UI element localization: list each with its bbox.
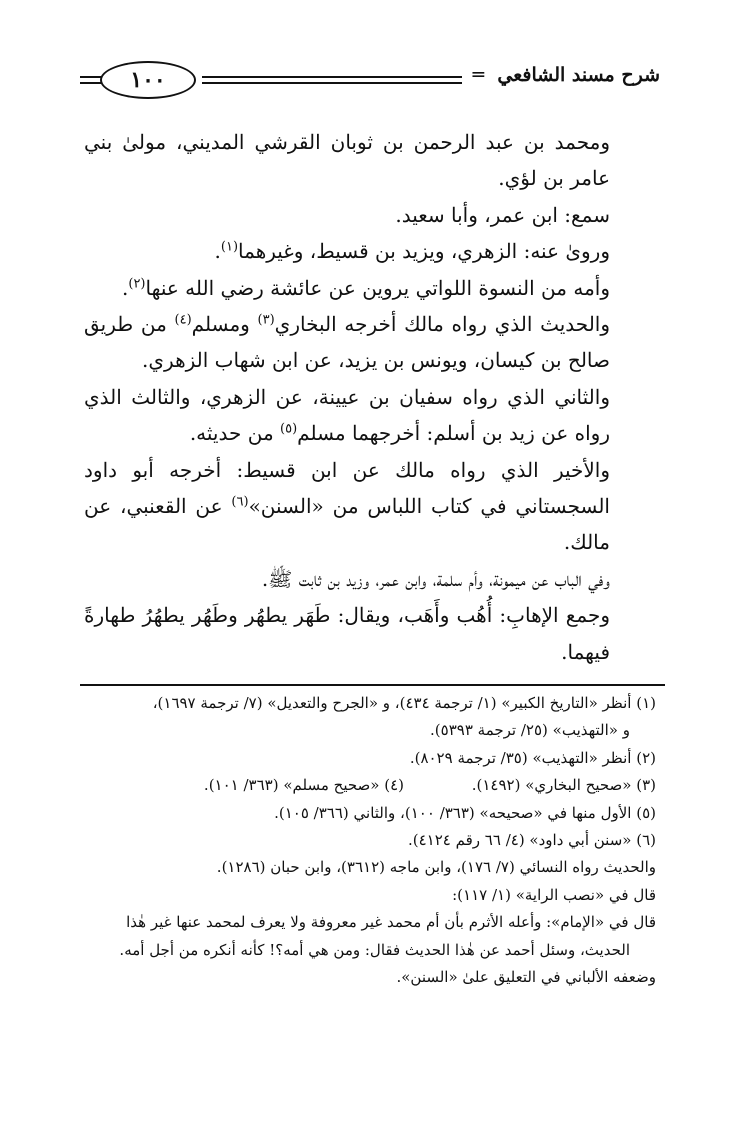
- footnote-separator: [80, 684, 665, 686]
- title-ornament: ═: [472, 64, 491, 86]
- paragraph-5-text-b: ومسلم: [191, 312, 250, 337]
- paragraph-4-text: وأمه من النسوة اللواتي يروين عن عائشة رضي الله عنها: [145, 275, 610, 300]
- footnote-2: (٢) أنظر «التهذيب» (٣٥/ ترجمة ٨٠٢٩).: [409, 748, 656, 767]
- note-ref-1: (١): [220, 239, 239, 255]
- paragraph-1: ومحمد بن عبد الرحمن بن ثوبان القرشي المديني، مولىٰ بني عامر بن لؤي.: [84, 130, 610, 191]
- paragraph-3: ورویٰ عنه: الزهري، ويزيد بن قسيط، وغيرهما$^{(١)}$.: [214, 239, 610, 264]
- paragraph-7-text-b: عن القعنبي، عن مالك.: [84, 494, 610, 555]
- paragraph-3-text: ورویٰ عنه: الزهري، ويزيد بن قسيط، وغيرهما: [238, 239, 610, 264]
- paragraph-6: [84, 379, 644, 452]
- paragraph-8: وفي الباب عن ميمونة، وأم سلمة، وابن عمر، وزيد بن ثابت ﷺ.: [261, 566, 610, 591]
- footnote-3: (٣) «صحيح البخاري» (١٤٩٢).: [471, 776, 656, 795]
- footnote-6-extra-1: والحديث رواه النسائي (٧/ ١٧٦)، وابن ماجه (٣٦١٢)، وابن حبان (١٢٨٦).: [216, 858, 656, 877]
- paragraph-6-text-a: والثاني الذي رواه سفيان بن عيينة، عن الزهري، والثالث الذي رواه عن زيد بن أسلم: أخرجهما مسلم: [84, 384, 610, 446]
- paragraph-7: [84, 452, 644, 561]
- footnote-6-quote-2: الحديث، وسئل أحمد عن هٰذا الحديث فقال: ومن هي أمه؟! كأنه أنكره من أجل أمه.: [119, 940, 630, 959]
- note-ref-4: (٤): [174, 312, 192, 328]
- running-title: [473, 64, 660, 86]
- footnote-1: (١) أنظر «التاريخ الكبير» (١/ ترجمة ٤٣٤)، و «الجرح والتعديل» (٧/ ترجمة ١٦٩٧)،: [152, 694, 656, 712]
- header-rule-left-top: [80, 76, 102, 78]
- footnotes: [84, 690, 656, 991]
- footnote-6-quote-1: قال في «الإمام»: وأعله الأثرم بأن أم محمد غير معروفة ولا يعرف لمحمد عنها غير هٰذا: [126, 913, 656, 932]
- main-text: [84, 124, 644, 670]
- paragraph-7-text-a: والأخير الذي رواه مالك عن ابن قسيط: أخرجه أبو داود السجستاني في كتاب اللباس من «السنن»: [84, 457, 610, 519]
- paragraph-5: [84, 306, 644, 379]
- footnote-6-extra-2: قال في «نصب الراية» (١/ ١١٧):: [452, 885, 656, 904]
- page-number: ١٠٠: [100, 61, 196, 99]
- paragraph-5-text-c: من طريق صالح بن كيسان، ويونس بن يزيد، عن ابن شهاب الزهري.: [84, 312, 610, 373]
- note-ref-3: (٣): [257, 312, 275, 328]
- paragraph-5-text-a: والحديث الذي رواه مالك أخرجه البخاري: [274, 312, 611, 337]
- footnote-4: (٤) «صحيح مسلم» (٣٦٣/ ١٠١).: [203, 776, 404, 795]
- paragraph-2: سمع: ابن عمر، وأبا سعيد.: [395, 202, 610, 227]
- running-title-text: شرح مسند الشافعي: [497, 64, 660, 86]
- footnote-6: (٦) «سنن أبي داود» (٤/ ٦٦ رقم ٤١٢٤).: [408, 831, 656, 850]
- footnotes-3-4: [84, 772, 656, 799]
- footnote-6-quote-3: وضعفه الألباني في التعليق علىٰ «السنن».: [396, 968, 656, 987]
- note-ref-2: (٢): [128, 275, 146, 291]
- paragraph-9: وجمع الإهابِ: أُهُب وأَهَب، ويقال: طَهَر يطهُر وطَهُر يطهُرُ طهارةً فيهما.: [84, 603, 610, 664]
- header-rule-left-bottom: [80, 82, 102, 84]
- paragraph-6-text-b: من حديثه.: [189, 421, 274, 446]
- running-header: [80, 58, 660, 102]
- header-rule-top: [202, 76, 462, 78]
- header-rule-bottom: [202, 82, 462, 84]
- footnote-1-continued: و «التهذيب» (٢٥/ ترجمة ٥٣٩٣).: [430, 721, 630, 740]
- footnote-5: (٥) الأول منها في «صحيحه» (٣٦٣/ ١٠٠)، والثاني (٣٦٦/ ١٠٥).: [274, 803, 656, 822]
- paragraph-4: وأمه من النسوة اللواتي يروين عن عائشة رضي الله عنها$^{(٢)}$.: [122, 275, 610, 300]
- note-ref-6: (٦): [231, 494, 249, 510]
- note-ref-5: (٥): [280, 421, 298, 437]
